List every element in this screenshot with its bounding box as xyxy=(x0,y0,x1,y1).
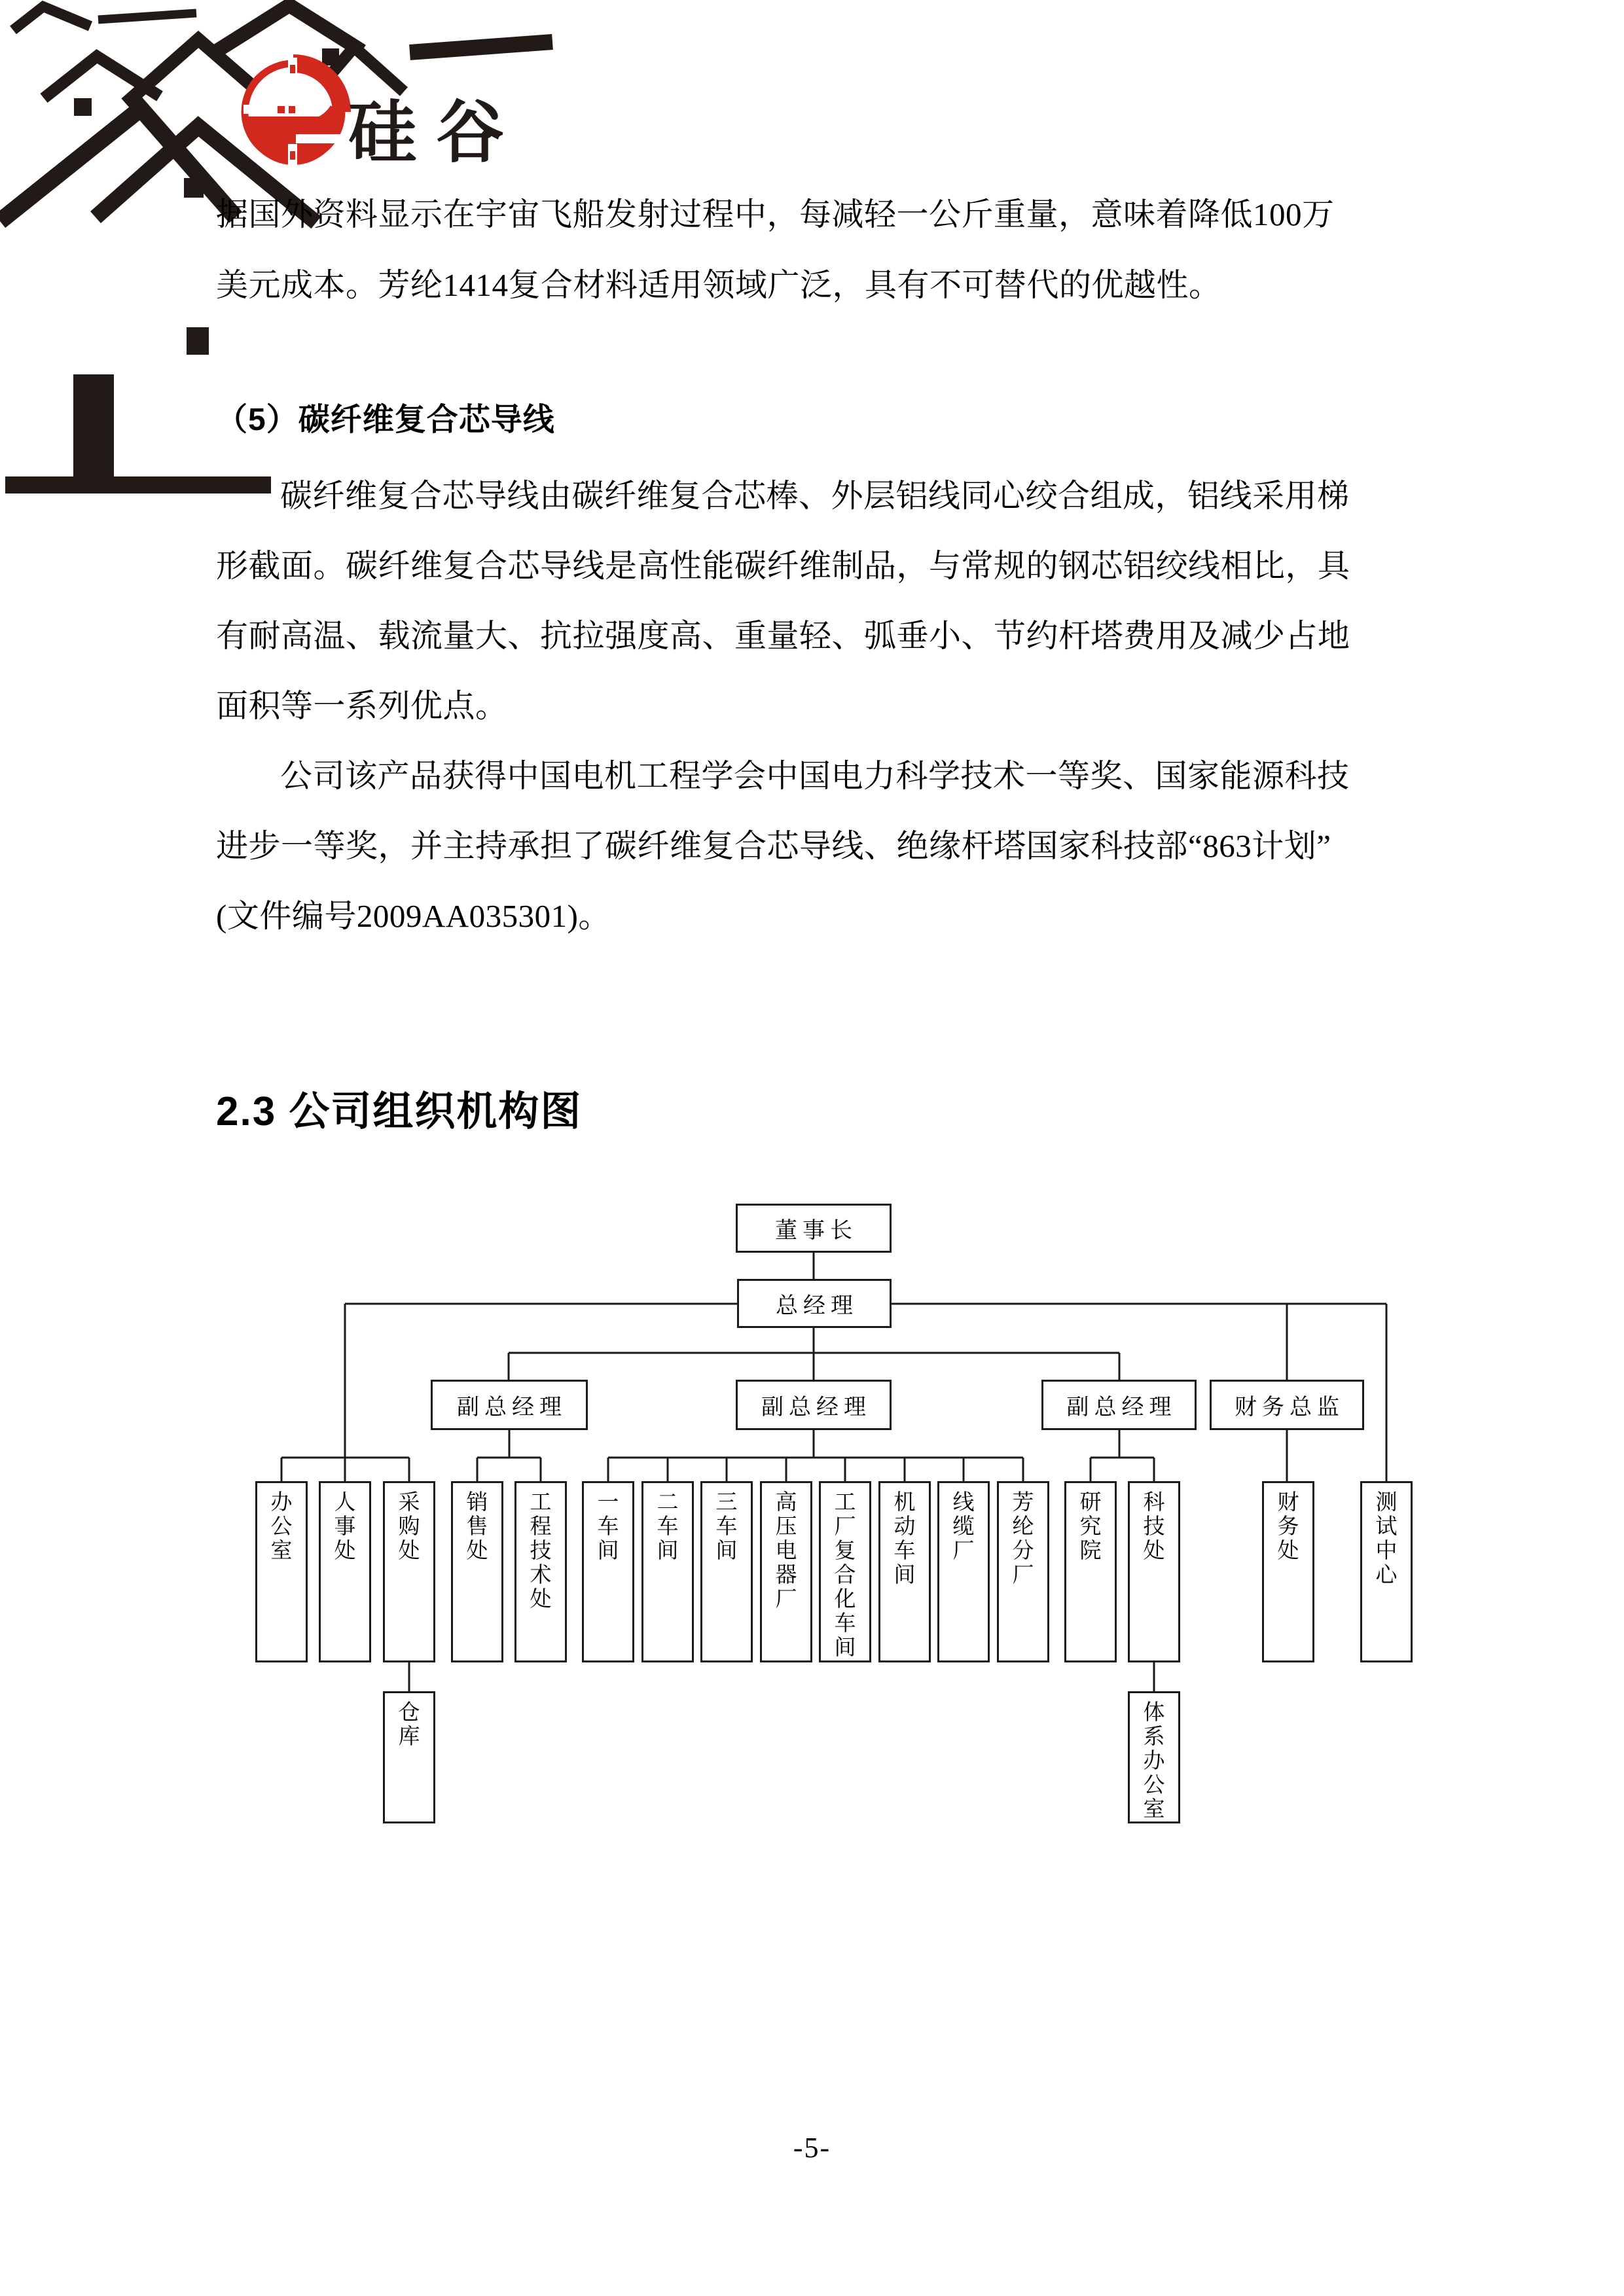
orgchart-node-cable-factory: 线缆厂 xyxy=(937,1481,990,1662)
paragraph-cfcc-line-2: 形截面。碳纤维复合芯导线是高性能碳纤维制品，与常规的钢芯铝绞线相比，具 xyxy=(216,548,1350,584)
orgchart-node-hr: 人事处 xyxy=(319,1481,371,1662)
orgchart-node-warehouse: 仓库 xyxy=(383,1691,435,1823)
orgchart-node-motive-workshop: 机动车间 xyxy=(878,1481,931,1662)
logo-brand-text: 硅谷 xyxy=(348,95,524,171)
paragraph-cfcc-line-3: 有耐高温、载流量大、抗拉强度高、重量轻、弧垂小、节约杆塔费用及减少占地 xyxy=(216,618,1350,654)
orgchart-node-composite-workshop: 工厂复合化车间 xyxy=(819,1481,871,1662)
paragraph-award-line-2: 进步一等奖，并主持承担了碳纤维复合芯导线、绝缘杆塔国家科技部“863计划” xyxy=(216,828,1331,864)
orgchart-node-finance-dept: 财务处 xyxy=(1262,1481,1314,1662)
orgchart-node-vice-gm-2: 副总经理 xyxy=(736,1380,892,1430)
orgchart-node-engineering-tech: 工程技术处 xyxy=(514,1481,567,1662)
paragraph-award-line-3: (文件编号2009AA035301)。 xyxy=(216,898,611,934)
orgchart-node-sales: 销售处 xyxy=(451,1481,503,1662)
section-5-heading: （5）碳纤维复合芯导线 xyxy=(216,403,555,437)
orgchart-node-workshop-3: 三车间 xyxy=(700,1481,753,1662)
orgchart-node-science-tech: 科技处 xyxy=(1128,1481,1180,1662)
orgchart-node-vice-gm-3: 副总经理 xyxy=(1041,1380,1197,1430)
page-number: -5- xyxy=(793,2132,831,2164)
logo-s-emblem-icon xyxy=(244,58,343,166)
orgchart-node-aramid-branch: 芳纶分厂 xyxy=(997,1481,1049,1662)
orgchart-node-system-office: 体系办公室 xyxy=(1128,1691,1180,1823)
paragraph-award-line-1: 公司该产品获得中国电机工程学会中国电力科学技术一等奖、国家能源科技 xyxy=(280,758,1350,794)
paragraph-intro-line-1: 据国外资料显示在宇宙飞船发射过程中，每减轻一公斤重量，意味着降低100万 xyxy=(216,196,1335,232)
orgchart-node-test-center: 测试中心 xyxy=(1360,1481,1413,1662)
paragraph-cfcc-line-4: 面积等一系列优点。 xyxy=(216,688,508,724)
orgchart-node-procurement: 采购处 xyxy=(383,1481,435,1662)
paragraph-intro-line-2: 美元成本。芳纶1414复合材料适用领域广泛，具有不可替代的优越性。 xyxy=(216,267,1221,303)
orgchart-node-finance-director: 财务总监 xyxy=(1210,1380,1364,1430)
section-2-3-heading: 2.3 公司组织机构图 xyxy=(216,1089,583,1134)
orgchart-node-chairman: 董事长 xyxy=(736,1204,892,1253)
paragraph-cfcc-line-1: 碳纤维复合芯导线由碳纤维复合芯棒、外层铝线同心绞合组成，铝线采用梯 xyxy=(280,478,1350,514)
orgchart-node-workshop-1: 一车间 xyxy=(582,1481,634,1662)
orgchart-node-hv-electric-factory: 高压电器厂 xyxy=(760,1481,812,1662)
orgchart-node-vice-gm-1: 副总经理 xyxy=(431,1380,588,1430)
orgchart-node-workshop-2: 二车间 xyxy=(641,1481,694,1662)
orgchart-node-office: 办公室 xyxy=(255,1481,308,1662)
orgchart-node-research-institute: 研究院 xyxy=(1064,1481,1117,1662)
orgchart-node-general-manager: 总经理 xyxy=(737,1279,892,1328)
